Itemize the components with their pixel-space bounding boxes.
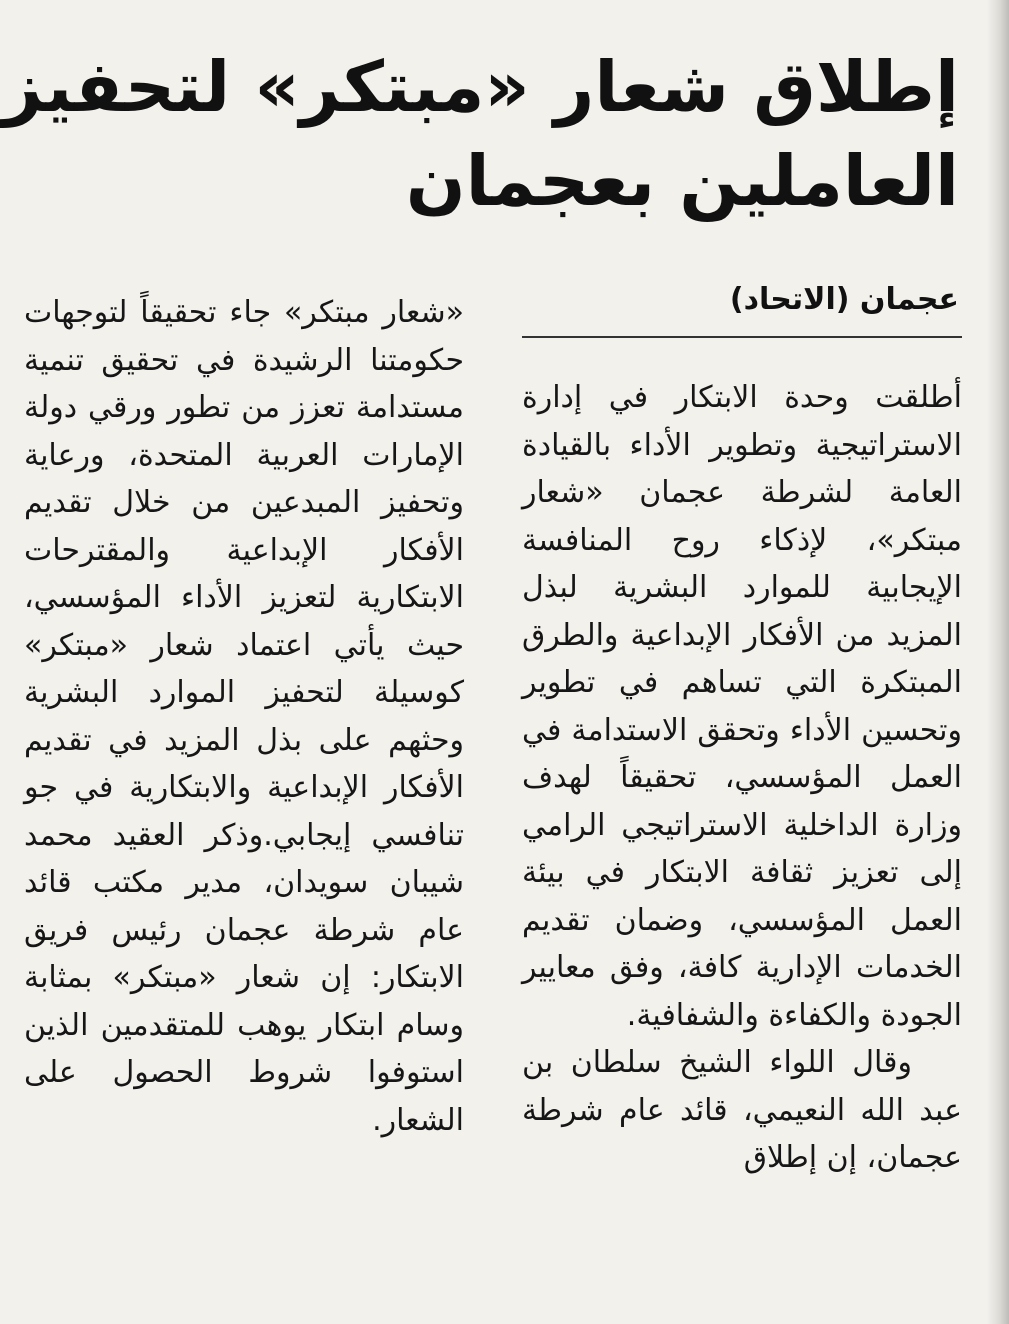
byline-divider <box>522 336 962 338</box>
byline: عجمان (الاتحاد) <box>729 282 959 317</box>
page-edge-shadow <box>987 0 1009 1324</box>
right-column-paragraph-1: أطلقت وحدة الابتكار في إدارة الاستراتيجية وتطوير الأداء بالقيادة العامة لشرطة عجمان «شعار مبتكر»، لإذكاء روح المنافسة الإيجابية للموارد البشرية لبذل المزيد من الأفكار الإبداعية والطرق المبتكرة التي تساهم في تطوير وتحسين الأداء وتحقق الاستدامة في العمل المؤسسي، تحقيقاً لهدف وزارة الداخلية الاستراتيجي الرامي إلى تعزيز ثقافة الابتكار في بيئة العمل المؤسسي، وضمان تقديم الخدمات الإدارية كافة، وفق معايير الجودة والكفاءة والشفافية. <box>522 380 962 1033</box>
left-column-paragraph-1: «شعار مبتكر» جاء تحقيقاً لتوجهات حكومتنا الرشيدة في تحقيق تنمية مستدامة تعزز من تطور ورقي دولة الإمارات العربية المتحدة، ورعاية وتحفيز المبدعين من خلال تقديم الأفكار الإبداعية والمقترحات الابتكارية لتعزيز الأداء المؤسسي، حيث يأتي اعتماد شعار «مبتكر» كوسيلة لتحفيز الموارد البشرية وحثهم على بذل المزيد في تقديم الأفكار الإبداعية والابتكارية في جو تنافسي إيجابي.وذكر العقيد محمد شيبان سويدان، مدير مكتب قائد عام شرطة عجمان رئيس فريق الابتكار: إن شعار «مبتكر» بمثابة وسام ابتكار يوهب للمتقدمين الذين استوفوا شروط الحصول على الشعار. <box>24 295 464 1138</box>
headline <box>2 40 959 228</box>
headline-line-1: إطلاق شعار «مبتكر» لتحفيز <box>2 46 959 128</box>
article-column-left <box>24 289 464 1144</box>
headline-line-2: العاملين بعجمان <box>405 140 959 222</box>
right-column-paragraph-2: وقال اللواء الشيخ سلطان بن عبد الله النعيمي، قائد عام شرطة عجمان، إن إطلاق <box>522 1045 962 1175</box>
article-column-right <box>522 374 962 1182</box>
